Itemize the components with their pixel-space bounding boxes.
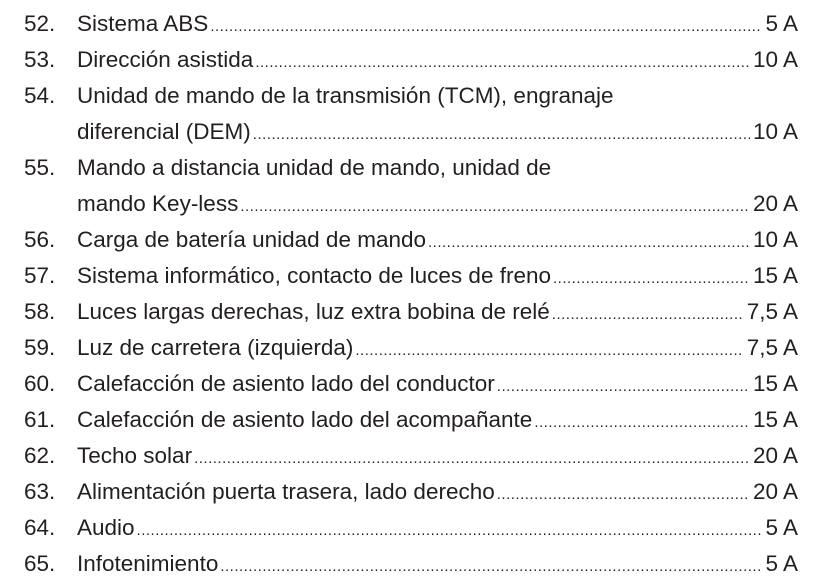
fuse-description: Luz de carretera (izquierda) bbox=[77, 335, 354, 360]
fuse-row bbox=[24, 438, 798, 474]
fuse-description: Audio bbox=[77, 515, 135, 540]
fuse-description: Sistema ABS bbox=[77, 11, 209, 36]
fuse-number: 53. bbox=[24, 47, 56, 72]
fuse-description: Calefacción de asiento lado del conductor bbox=[77, 371, 495, 396]
fuse-row bbox=[24, 78, 798, 150]
fuse-row bbox=[24, 294, 798, 330]
fuse-entry bbox=[77, 510, 798, 546]
fuse-entry-line bbox=[77, 114, 798, 150]
dot-leader bbox=[552, 297, 744, 330]
fuse-row bbox=[24, 150, 798, 222]
fuse-amperage: 7,5 A bbox=[746, 335, 798, 360]
fuse-number: 60. bbox=[24, 371, 56, 396]
fuse-row bbox=[24, 258, 798, 294]
fuse-row bbox=[24, 366, 798, 402]
fuse-amperage: 15 A bbox=[752, 263, 798, 288]
fuse-amperage: 5 A bbox=[765, 515, 798, 540]
dot-leader bbox=[194, 441, 750, 474]
dot-leader bbox=[553, 261, 750, 294]
fuse-description: diferencial (DEM) bbox=[77, 119, 251, 144]
fuse-entry-line bbox=[77, 402, 798, 438]
fuse-number: 64. bbox=[24, 515, 56, 540]
fuse-entry-line bbox=[77, 510, 798, 546]
dot-leader bbox=[137, 513, 763, 546]
fuse-entry bbox=[77, 402, 798, 438]
dot-leader bbox=[210, 9, 762, 42]
fuse-row bbox=[24, 510, 798, 546]
fuse-entry bbox=[77, 222, 798, 258]
fuse-amperage: 10 A bbox=[752, 119, 798, 144]
fuse-entry-line bbox=[77, 294, 798, 330]
fuse-description: Carga de batería unidad de mando bbox=[77, 227, 427, 252]
fuse-list bbox=[24, 6, 798, 582]
fuse-entry-line bbox=[77, 366, 798, 402]
fuse-entry-line bbox=[77, 6, 798, 42]
fuse-number: 55. bbox=[24, 155, 56, 180]
fuse-description: Luces largas derechas, luz extra bobina de relé bbox=[77, 299, 550, 324]
fuse-row bbox=[24, 222, 798, 258]
fuse-row bbox=[24, 42, 798, 78]
fuse-entry-line bbox=[77, 546, 798, 582]
fuse-entry bbox=[77, 330, 798, 366]
fuse-entry bbox=[77, 294, 798, 330]
fuse-number: 63. bbox=[24, 479, 56, 504]
fuse-row bbox=[24, 330, 798, 366]
fuse-description: Sistema informático, contacto de luces de freno bbox=[77, 263, 551, 288]
fuse-amperage: 20 A bbox=[752, 443, 798, 468]
dot-leader bbox=[428, 225, 750, 258]
dot-leader bbox=[497, 477, 750, 510]
fuse-description: Alimentación puerta trasera, lado derecho bbox=[77, 479, 495, 504]
fuse-entry bbox=[77, 78, 798, 150]
fuse-entry-line bbox=[77, 42, 798, 78]
fuse-amperage: 10 A bbox=[752, 47, 798, 72]
dot-leader bbox=[255, 45, 750, 78]
fuse-description: Dirección asistida bbox=[77, 47, 254, 72]
fuse-row bbox=[24, 546, 798, 582]
fuse-amperage: 10 A bbox=[752, 227, 798, 252]
fuse-amperage: 20 A bbox=[752, 191, 798, 216]
fuse-entry bbox=[77, 150, 798, 222]
dot-leader bbox=[253, 117, 750, 150]
fuse-entry bbox=[77, 474, 798, 510]
fuse-entry bbox=[77, 438, 798, 474]
fuse-entry-line bbox=[77, 438, 798, 474]
fuse-number: 62. bbox=[24, 443, 56, 468]
dot-leader bbox=[534, 405, 750, 438]
fuse-description: mando Key-less bbox=[77, 191, 239, 216]
fuse-entry bbox=[77, 42, 798, 78]
fuse-entry-line bbox=[77, 258, 798, 294]
fuse-number: 54. bbox=[24, 83, 56, 108]
fuse-entry-line bbox=[77, 474, 798, 510]
dot-leader bbox=[240, 189, 750, 222]
fuse-amperage: 5 A bbox=[765, 551, 798, 576]
fuse-entry bbox=[77, 6, 798, 42]
fuse-row bbox=[24, 474, 798, 510]
fuse-description-line: Unidad de mando de la transmisión (TCM), engranaje bbox=[77, 83, 614, 108]
fuse-number: 58. bbox=[24, 299, 56, 324]
fuse-number: 59. bbox=[24, 335, 56, 360]
fuse-description: Infotenimiento bbox=[77, 551, 219, 576]
fuse-amperage: 15 A bbox=[752, 371, 798, 396]
fuse-row bbox=[24, 402, 798, 438]
fuse-entry-line bbox=[77, 222, 798, 258]
fuse-amperage: 20 A bbox=[752, 479, 798, 504]
fuse-amperage: 15 A bbox=[752, 407, 798, 432]
fuse-entry bbox=[77, 258, 798, 294]
fuse-entry-line bbox=[77, 186, 798, 222]
fuse-number: 52. bbox=[24, 11, 56, 36]
fuse-amperage: 5 A bbox=[765, 11, 798, 36]
fuse-number: 61. bbox=[24, 407, 56, 432]
fuse-entry bbox=[77, 366, 798, 402]
fuse-amperage: 7,5 A bbox=[746, 299, 798, 324]
dot-leader bbox=[220, 549, 762, 582]
fuse-entry bbox=[77, 546, 798, 582]
fuse-number: 65. bbox=[24, 551, 56, 576]
fuse-description-line: Mando a distancia unidad de mando, unidad de bbox=[77, 155, 552, 180]
fuse-description: Techo solar bbox=[77, 443, 193, 468]
fuse-description: Calefacción de asiento lado del acompañante bbox=[77, 407, 533, 432]
dot-leader bbox=[355, 333, 743, 366]
fuse-number: 57. bbox=[24, 263, 56, 288]
fuse-row bbox=[24, 6, 798, 42]
fuse-entry-line bbox=[77, 330, 798, 366]
fuse-number: 56. bbox=[24, 227, 56, 252]
dot-leader bbox=[497, 369, 750, 402]
